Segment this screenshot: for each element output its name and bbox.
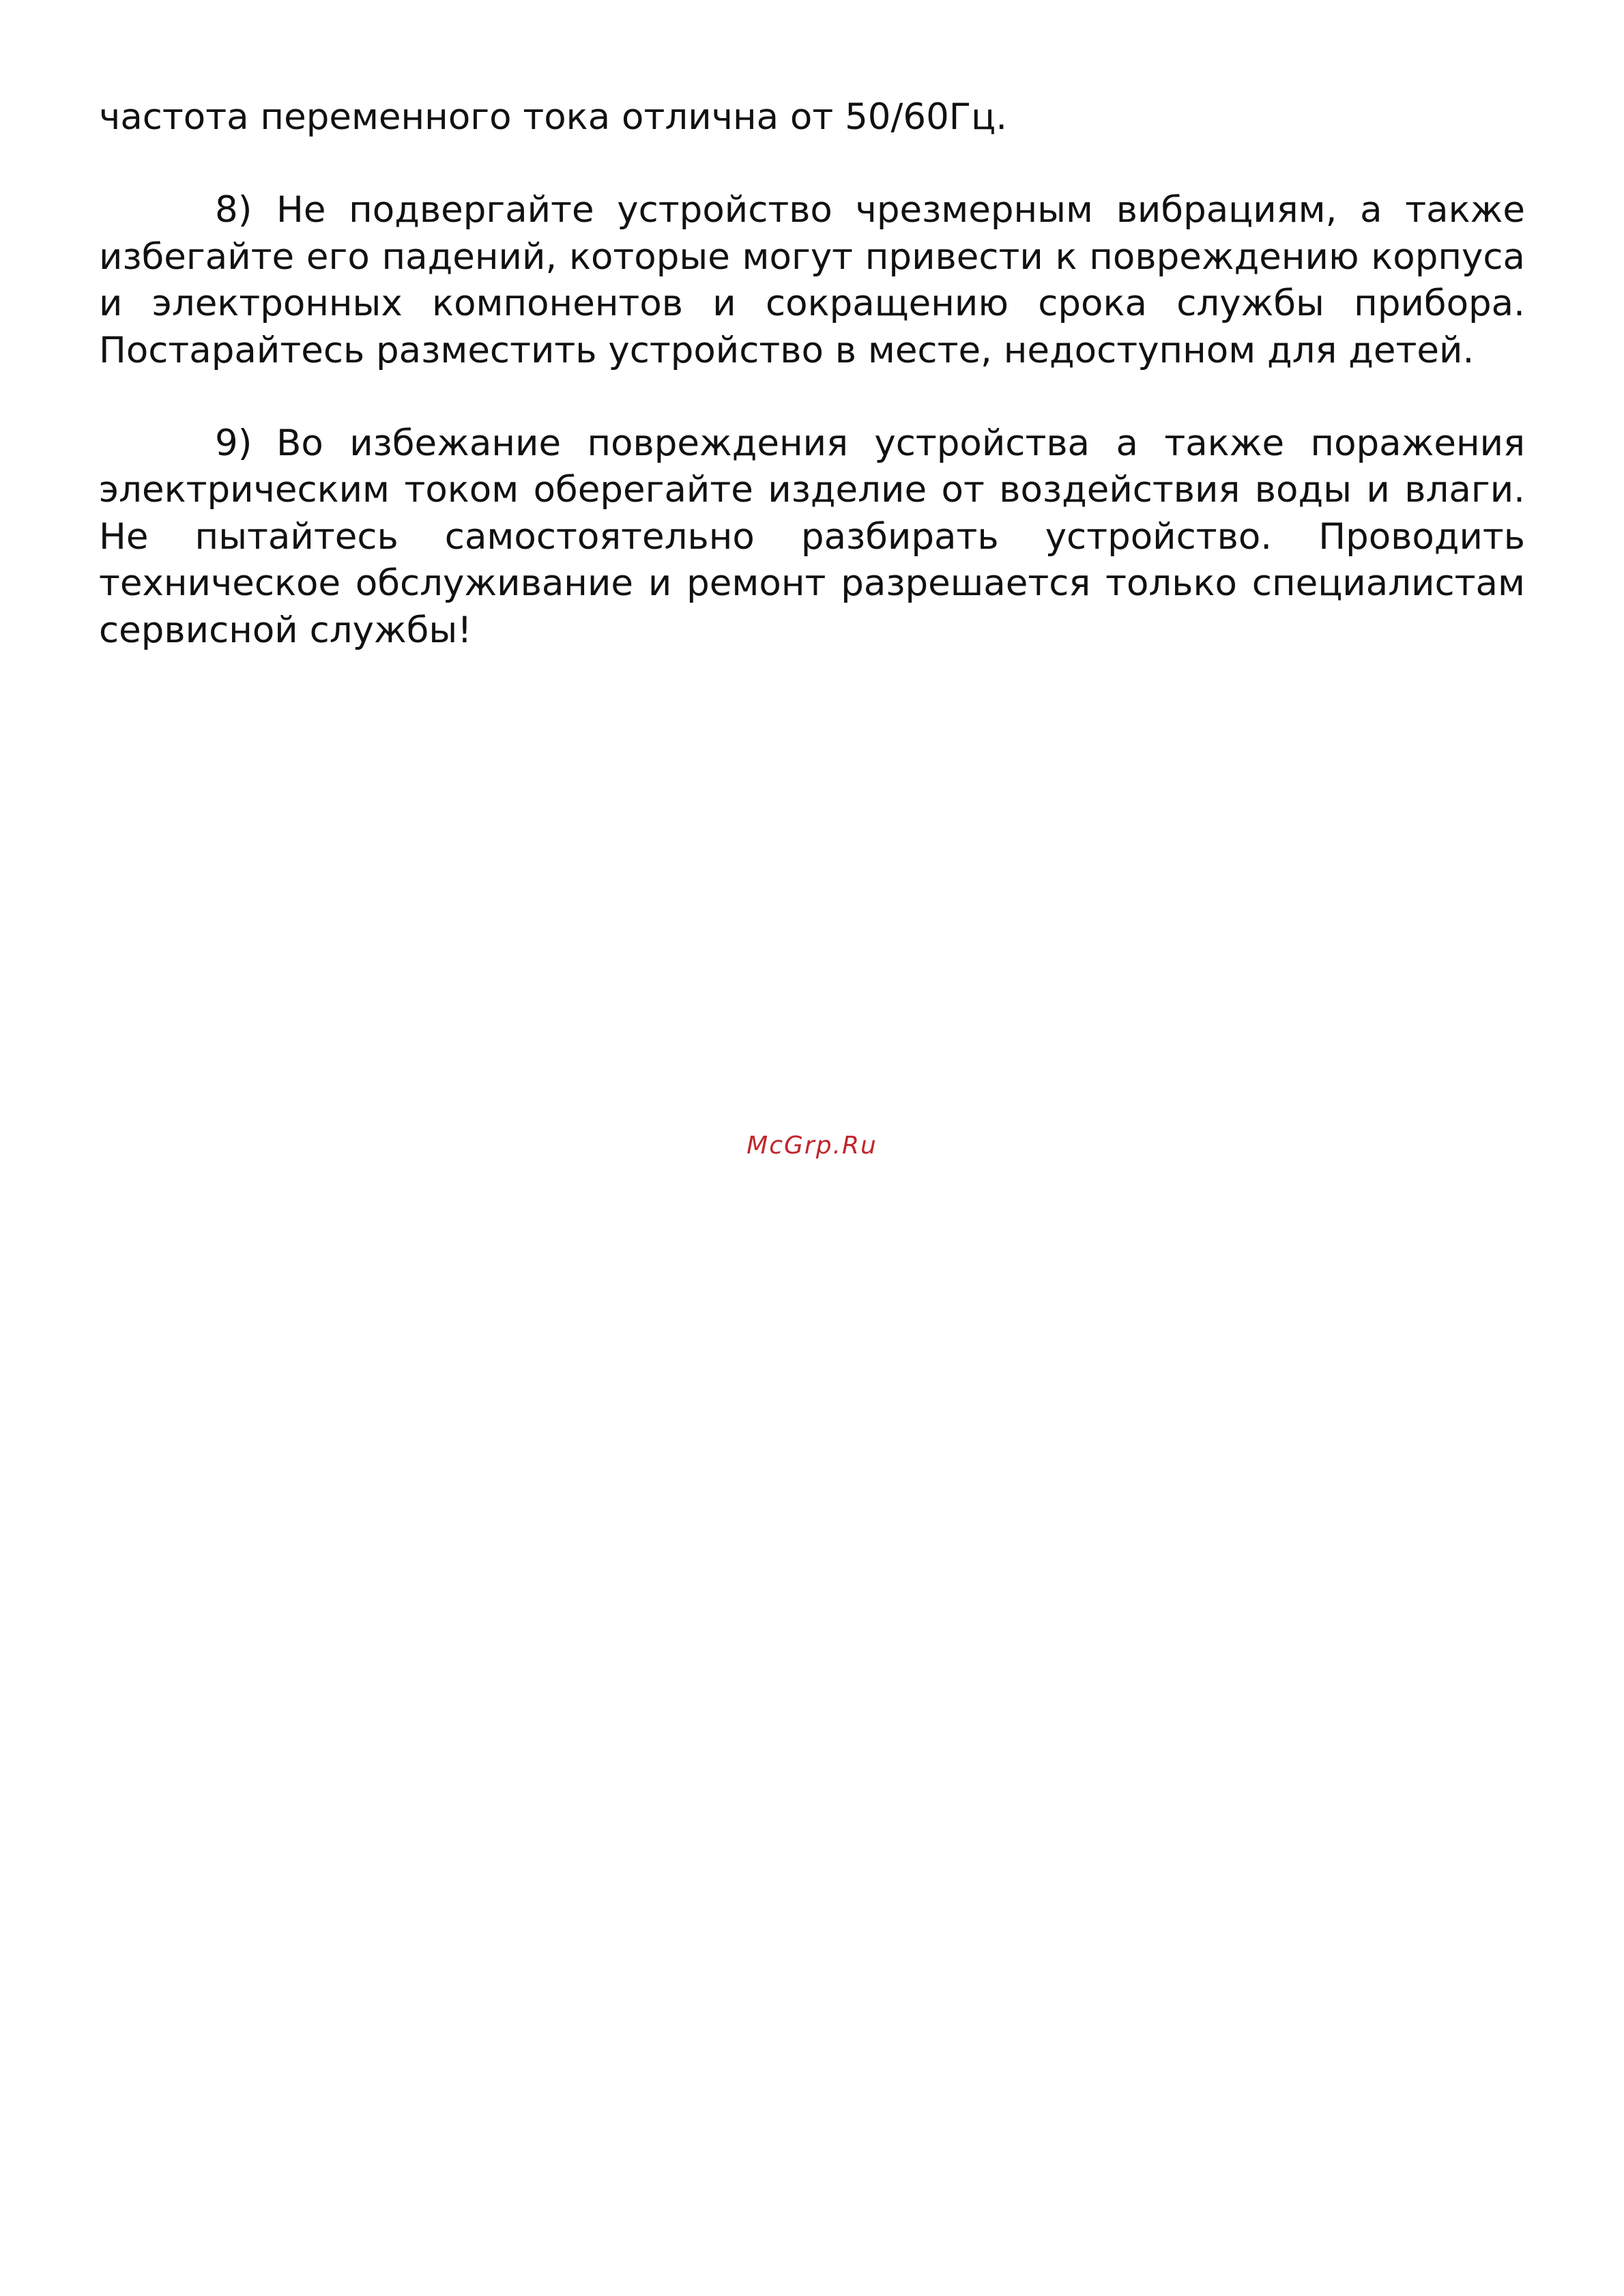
- paragraph-text: частота переменного тока отлична от 50/60Гц.: [99, 96, 1008, 138]
- paragraph-number: 8): [215, 189, 252, 231]
- document-body: [99, 94, 1525, 654]
- paragraph-item-9: [99, 420, 1525, 654]
- paragraph-continuation: [99, 94, 1525, 141]
- watermark-text: McGrp.Ru: [746, 1132, 878, 1160]
- paragraph-number: 9): [215, 422, 252, 465]
- paragraph-text: Не подвергайте устройство чрезмерным вибрациям, а также избегайте его падений, которые могут привести к повреждению корпуса и электронных компонентов и сокращению срока службы прибора. Постарайтесь разместить устройство в месте, недоступном для детей.: [99, 189, 1525, 371]
- paragraph-item-8: [99, 187, 1525, 374]
- paragraph-text: Во избежание повреждения устройства а также поражения электрическим током оберегайте изделие от воздействия воды и влаги. Не пытайтесь самостоятельно разбирать устройство. Проводить техническое обслуживание и ремонт разрешается только специалистам сервисной службы!: [99, 422, 1525, 651]
